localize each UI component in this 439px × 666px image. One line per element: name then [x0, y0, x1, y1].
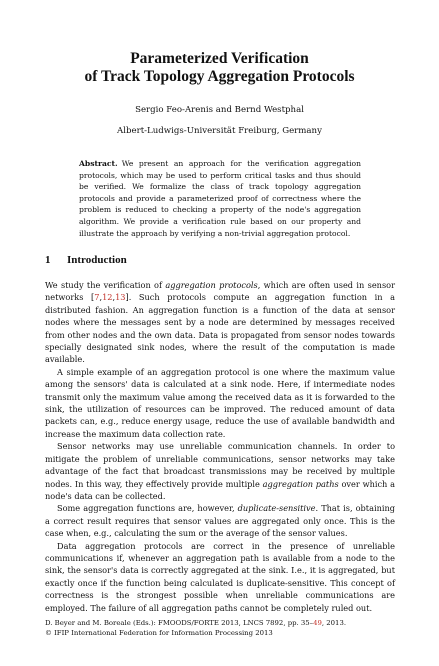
section-heading — [45, 254, 127, 266]
text-run: We study the verification of — [45, 280, 166, 290]
text-run: over which a node's data can be collected. — [45, 478, 395, 501]
citation-link[interactable]: 7 — [94, 292, 100, 303]
abstract-label: Abstract. — [79, 159, 118, 168]
text-run: . That is, obtaining a correct result requires that sensor values are aggregated only once. This is the case when, e.g., calculating the sum or the average of the sensor values. — [45, 503, 395, 539]
text-run: Some aggregation functions are, however, — [57, 503, 238, 514]
affiliation: Albert-Ludwigs-Universität Freiburg, Germany — [117, 126, 322, 136]
text-run: D. Beyer and M. Boreale (Eds.): FMOODS/FORTE 2013, LNCS 7892, pp. 35– — [45, 619, 314, 627]
title-line-2: of Track Topology Aggregation Protocols — [84, 68, 355, 85]
text-run: Sensor networks may use unreliable communication channels. In order to mitigate the problem of unreliable communications, sensor networks may take advantage of the fact that broadcast transmissions may be received by multiple nodes. In this way, they effectively provide multiple — [45, 441, 395, 489]
text-run: , 2013. — [321, 619, 347, 627]
paragraph-3 — [45, 440, 395, 502]
page-link[interactable]: 49 — [313, 619, 322, 627]
title-line-1: Parameterized Verification — [130, 50, 309, 67]
text-run: , which are often used in sensor networks [ — [45, 280, 395, 303]
paragraph-2: A simple example of an aggregation protocol is one where the maximum value among the sensors' data is calculated at a sink node. Here, if intermediate nodes transmit only the maximum value among the received data as it is forwarded to the sink, the utilization of resources can be improved. The reduced amount of data packets can, e.g., reduce energy usage, reduce the use of available bandwidth and increase the maximum data collection rate. — [45, 366, 395, 439]
paragraph-5: Data aggregation protocols are correct in the presence of unreliable communications if, whenever an aggregation path is available from a node to the sink, the sensor's data is correctly aggregated at the sink. I.e., it is aggregated, but exactly once if the function being calculated is duplicate-sensitive. This concept of correctness is the strongest possible when unreliable communications are employed. The failure of all aggregation paths cannot be completely ruled out. — [45, 540, 395, 613]
citation-link[interactable]: 12 — [102, 292, 113, 303]
emphasis: duplicate-sensitive — [237, 503, 316, 514]
section-title: Introduction — [67, 254, 127, 266]
paper-title — [40, 50, 399, 86]
paragraph-4 — [45, 502, 395, 539]
paragraph-1 — [45, 279, 395, 366]
footer-citation — [45, 618, 395, 628]
section-body — [45, 279, 395, 614]
text-run: , — [112, 292, 116, 303]
citation-link[interactable]: 13 — [115, 292, 126, 303]
abstract — [79, 158, 361, 239]
emphasis: aggregation protocols — [165, 280, 258, 290]
text-run: ]. Such protocols compute an aggregation function in a distributed fashion. An aggregation function is a function of the data at sensor nodes where the messages sent by a node are determined by messages received from other nodes and the own data. Data is propagated from sensor nodes towards specially designated sink nodes, where the result of the computation is made available. — [45, 292, 395, 365]
footer-copyright: © IFIP International Federation for Information Processing 2013 — [45, 629, 273, 637]
footer-note — [45, 618, 395, 638]
section-number: 1 — [45, 254, 51, 266]
abstract-text: We present an approach for the verification aggregation protocols, which may be used to perform critical tasks and thus should be verified. We formalize the class of track topology aggregation protocols and provide a parameterized proof of correctness where the problem is reduced to checking a property of the node's aggregation algorithm. We provide a verification rule based on our property and illustrate the approach by verifying a non-trivial aggregation protocol. — [79, 159, 361, 238]
authors: Sergio Feo-Arenis and Bernd Westphal — [135, 105, 304, 115]
text-run: , — [99, 292, 103, 303]
emphasis: aggregation paths — [262, 478, 339, 489]
